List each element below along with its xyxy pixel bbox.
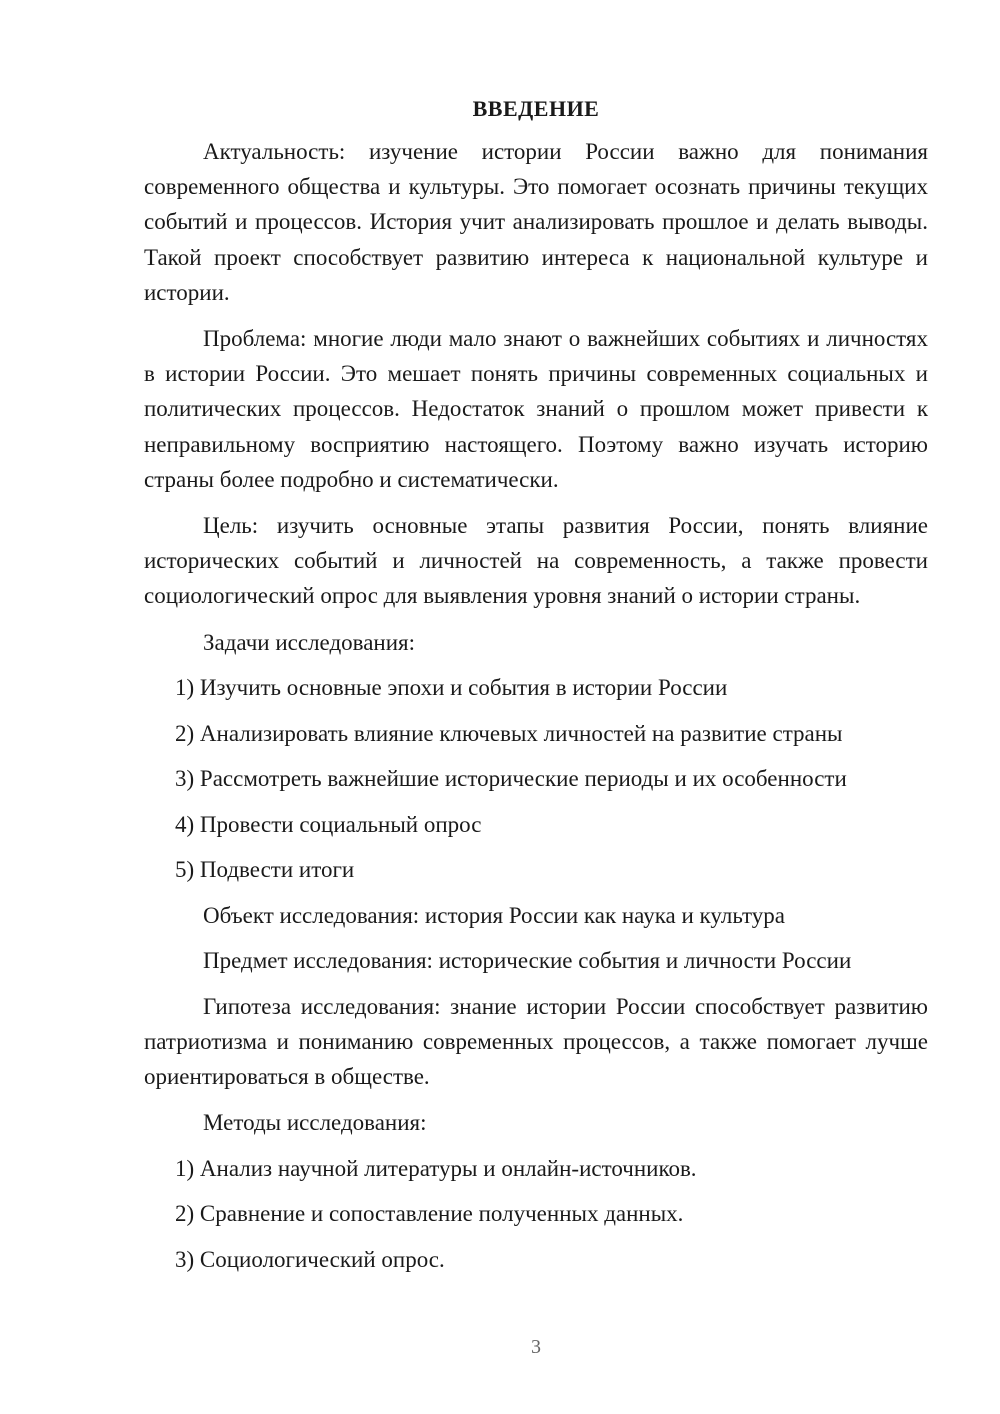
document-body [144,92,928,1287]
page-number: 3 [531,1336,541,1358]
list-item: 1) Изучить основные эпохи и события в истории России [175,675,728,701]
goal-paragraph: Цель: изучить основные этапы развития России, понять влияние исторических событий и личностей на современность, а также провести социологический опрос для выявления уровня знаний о истории страны. [144,513,928,609]
methods-heading: Методы исследования: [203,1110,427,1136]
tasks-list [144,670,928,887]
research-subject: Предмет исследования: исторические события и личности России [203,948,852,974]
tasks-heading: Задачи исследования: [203,629,416,655]
list-item: 2) Сравнение и сопоставление полученных данных. [175,1201,684,1227]
list-item: 1) Анализ научной литературы и онлайн-источников. [175,1155,697,1181]
list-item: 3) Социологический опрос. [175,1246,445,1272]
list-item: 5) Подвести итоги [175,857,355,883]
list-item: 4) Провести социальный опрос [175,811,482,837]
page-title: ВВЕДЕНИЕ [472,96,600,121]
list-item: 3) Рассмотреть важнейшие исторические периоды и их особенности [175,766,847,792]
problem-paragraph: Проблема: многие люди мало знают о важнейших событиях и личностях в истории России. Это мешает понять причины современных социальных и политических процессов. Недостаток знаний о прошлом может привести к неправильному восприятию настоящего. Поэтому важно изучать историю страны более подробно и систематически. [144,326,928,492]
hypothesis-paragraph: Гипотеза исследования: знание истории России способствует развитию патриотизма и пониманию современных процессов, а также помогает лучше ориентироваться в обществе. [144,993,928,1090]
research-object: Объект исследования: история России как наука и культура [203,902,785,928]
relevance-paragraph: Актуальность: изучение истории России важно для понимания современного общества и культуры. Это помогает осознать причины текущих событий и процессов. История учит анализировать прошлое и делать выводы. Такой проект способствует развитию интереса к национальной культуре и истории. [144,139,928,305]
list-item: 2) Анализировать влияние ключевых личностей на развитие страны [175,720,843,746]
methods-list [144,1151,928,1277]
